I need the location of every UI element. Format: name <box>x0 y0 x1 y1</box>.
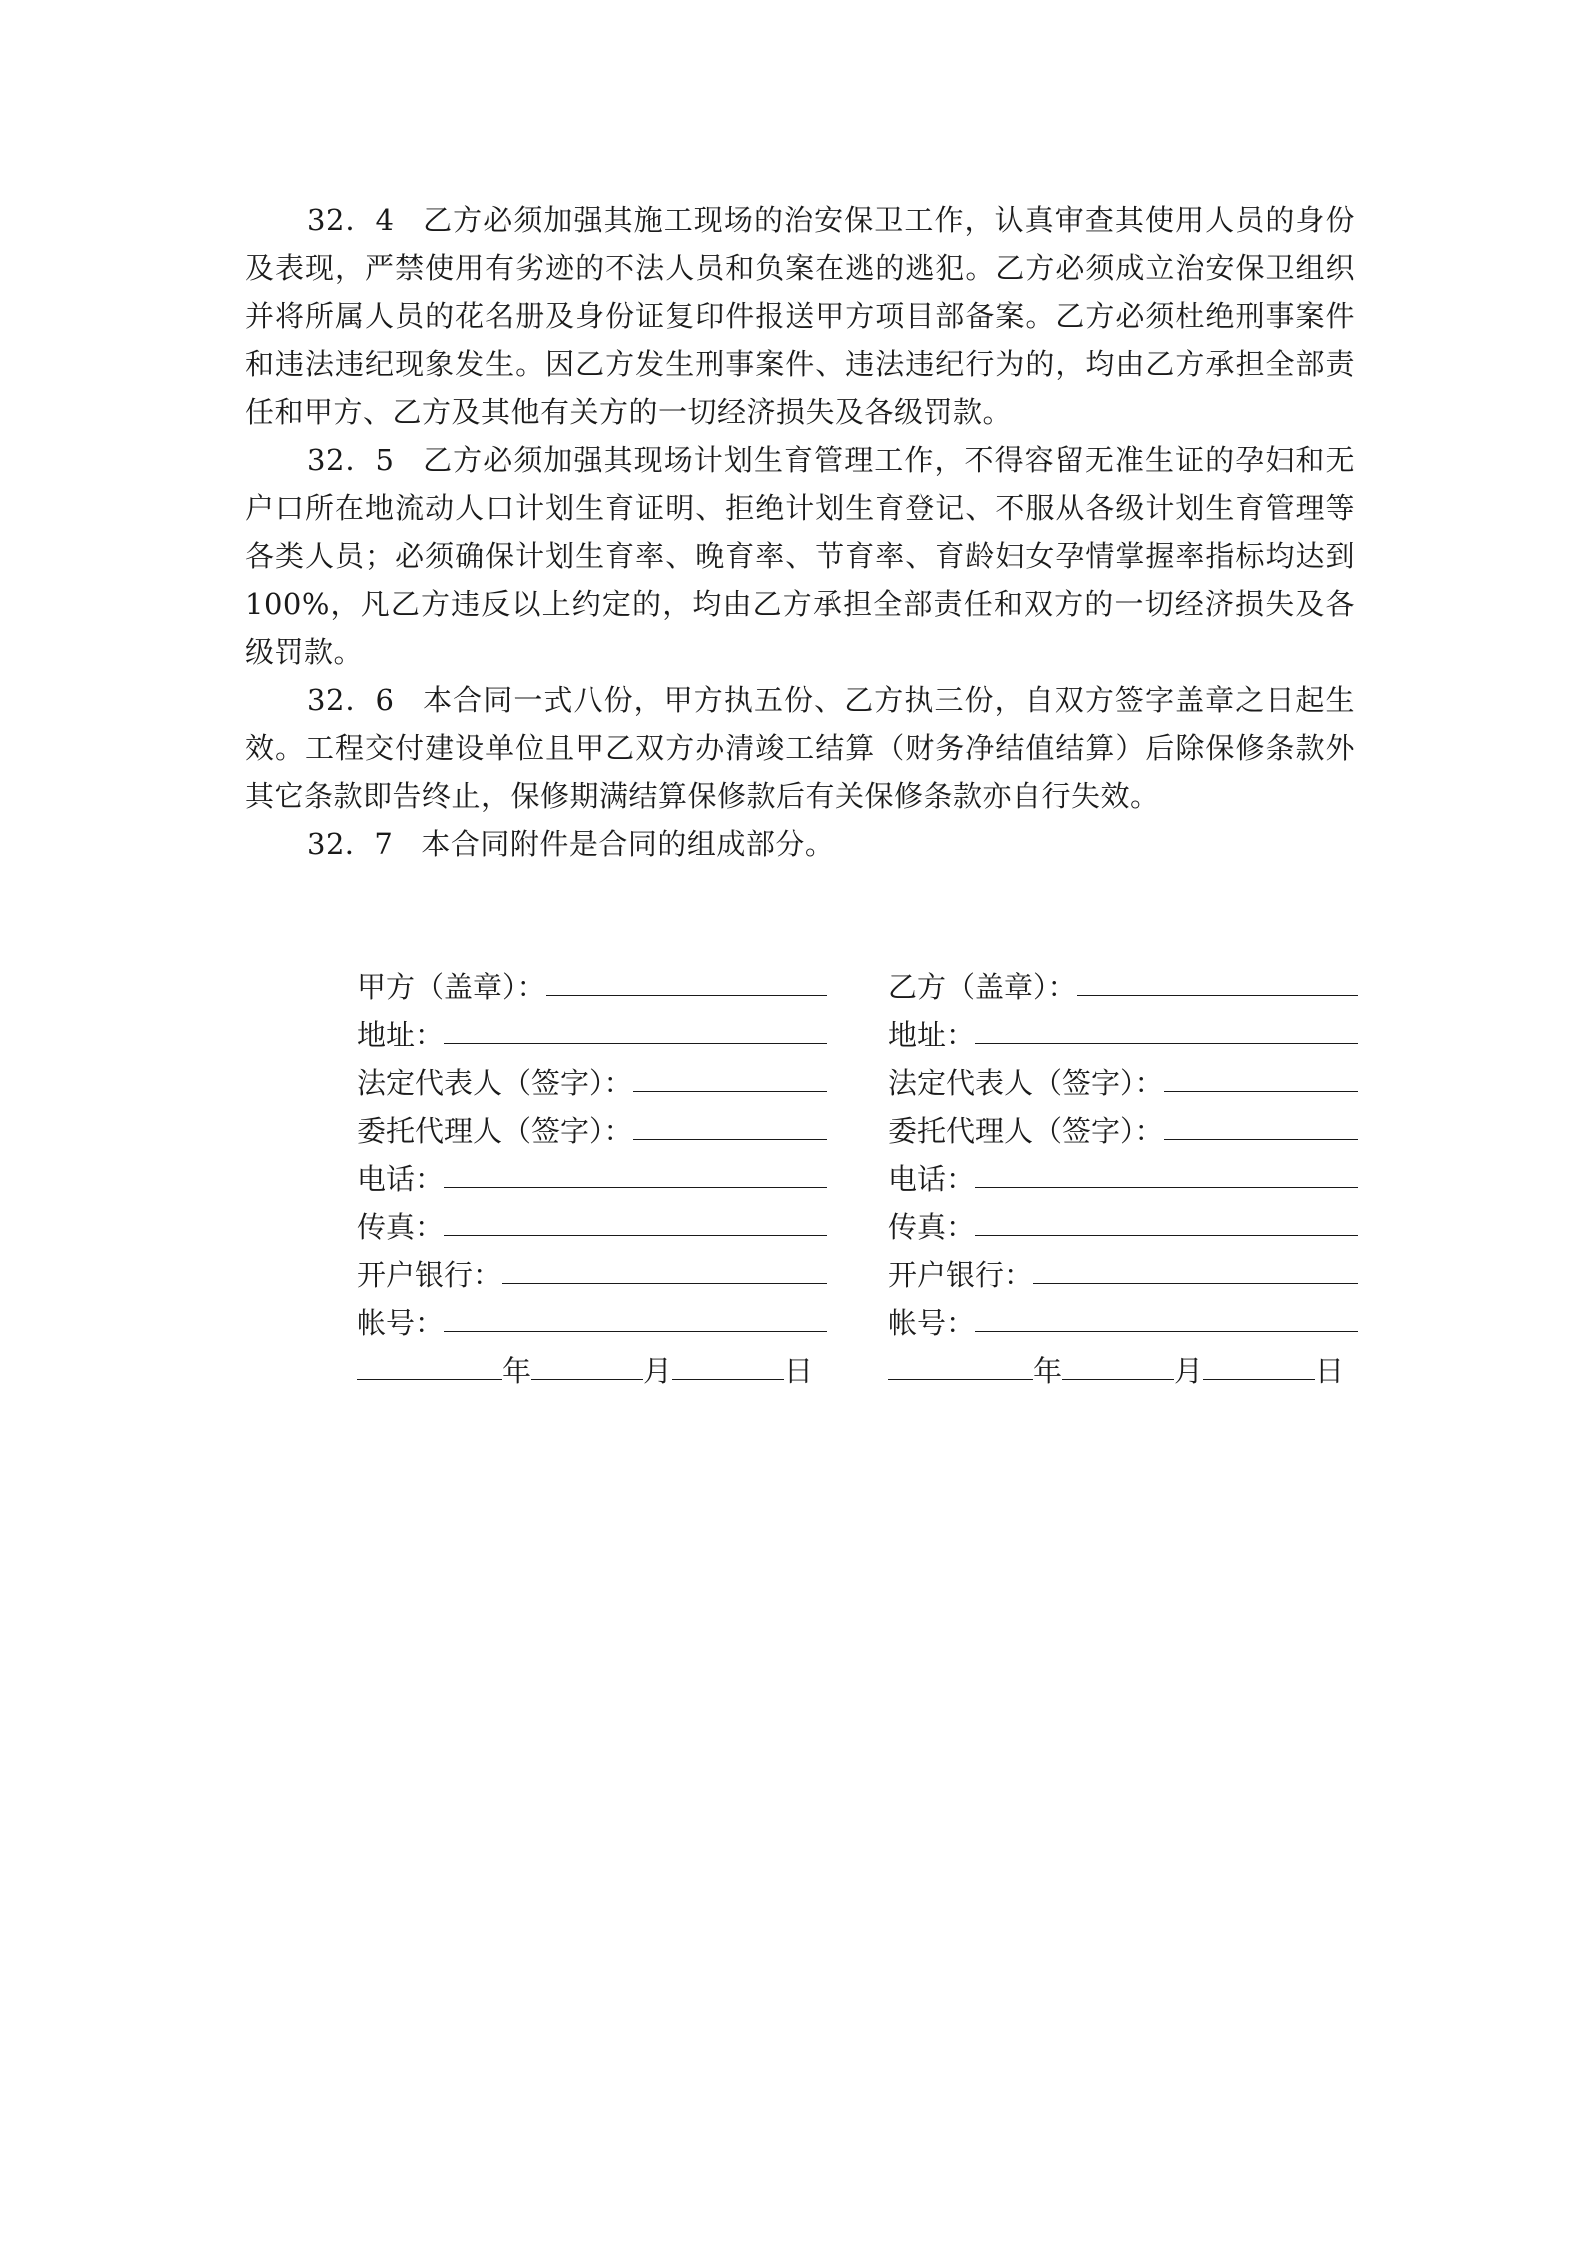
contract-clauses <box>245 196 1355 868</box>
party-a-seal-field[interactable] <box>546 995 827 996</box>
clause-number: 32．5 <box>307 443 395 477</box>
party-b-account-row <box>888 1294 1358 1342</box>
party-a-phone-field[interactable] <box>444 1187 827 1188</box>
party-a-signature-block <box>357 958 827 1390</box>
party-b-phone-field[interactable] <box>975 1187 1358 1188</box>
clause-number: 32．4 <box>307 203 395 237</box>
party-b-agent-label: 委托代理人（签字）： <box>888 1114 1164 1148</box>
clause-32-4 <box>245 196 1355 436</box>
clause-number: 32．7 <box>307 827 394 861</box>
party-a-fax-row <box>357 1198 827 1246</box>
party-b-agent-row <box>888 1102 1358 1150</box>
party-b-seal-label: 乙方（盖章）： <box>888 970 1077 1004</box>
party-a-fax-field[interactable] <box>444 1235 827 1236</box>
party-a-address-field[interactable] <box>444 1043 827 1044</box>
party-b-fax-row <box>888 1198 1358 1246</box>
party-b-legal-rep-field[interactable] <box>1164 1091 1358 1092</box>
party-a-phone-label: 电话： <box>357 1162 445 1196</box>
party-b-month-label: 月 <box>1174 1354 1204 1388</box>
party-a-bank-row <box>357 1246 827 1294</box>
party-b-day-label: 日 <box>1315 1354 1345 1388</box>
party-b-address-label: 地址： <box>888 1018 976 1052</box>
party-a-date-row <box>357 1342 827 1390</box>
party-a-account-label: 帐号： <box>357 1306 445 1340</box>
clause-32-6 <box>245 676 1355 820</box>
party-b-phone-row <box>888 1150 1358 1198</box>
party-b-address-row <box>888 1006 1358 1054</box>
clause-text: 乙方必须加强其现场计划生育管理工作，不得容留无准生证的孕妇和无户口所在地流动人口计划生育证明、拒绝计划生育登记、不服从各级计划生育管理等各类人员；必须确保计划生育率、晚育率、节育率、育龄妇女孕情掌握率指标均达到100%，凡乙方违反以上约定的，均由乙方承担全部责任和双方的一切经济损失及各级罚款。 <box>245 443 1355 669</box>
clause-32-5 <box>245 436 1355 676</box>
clause-text: 本合同附件是合同的组成部分。 <box>421 827 835 861</box>
party-b-phone-label: 电话： <box>888 1162 976 1196</box>
party-b-year-field[interactable] <box>888 1379 1033 1380</box>
party-a-year-label: 年 <box>502 1354 532 1388</box>
party-a-year-field[interactable] <box>357 1379 502 1380</box>
party-a-seal-label: 甲方（盖章）： <box>357 970 546 1004</box>
party-b-fax-field[interactable] <box>975 1235 1358 1236</box>
party-a-month-label: 月 <box>643 1354 673 1388</box>
party-a-seal-row <box>357 958 827 1006</box>
party-b-seal-row <box>888 958 1358 1006</box>
party-b-bank-field[interactable] <box>1033 1283 1358 1284</box>
party-b-month-field[interactable] <box>1062 1379 1174 1380</box>
party-a-agent-row <box>357 1102 827 1150</box>
clause-text: 本合同一式八份，甲方执五份、乙方执三份，自双方签字盖章之日起生效。工程交付建设单位且甲乙双方办清竣工结算（财务净结值结算）后除保修条款外其它条款即告终止，保修期满结算保修款后有关保修条款亦自行失效。 <box>245 683 1355 813</box>
party-b-signature-block <box>888 958 1358 1390</box>
party-a-legal-rep-row <box>357 1054 827 1102</box>
party-b-date-row <box>888 1342 1358 1390</box>
party-b-legal-rep-row <box>888 1054 1358 1102</box>
party-b-bank-row <box>888 1246 1358 1294</box>
party-a-day-label: 日 <box>784 1354 814 1388</box>
party-a-agent-label: 委托代理人（签字）： <box>357 1114 633 1148</box>
clause-number: 32．6 <box>307 683 395 717</box>
party-a-fax-label: 传真： <box>357 1210 445 1244</box>
party-a-bank-field[interactable] <box>502 1283 827 1284</box>
clause-32-7 <box>245 820 1355 868</box>
party-a-day-field[interactable] <box>672 1379 784 1380</box>
party-a-month-field[interactable] <box>531 1379 643 1380</box>
party-b-legal-rep-label: 法定代表人（签字）： <box>888 1066 1164 1100</box>
party-a-agent-field[interactable] <box>633 1139 827 1140</box>
clause-text: 乙方必须加强其施工现场的治安保卫工作，认真审查其使用人员的身份及表现，严禁使用有劣迹的不法人员和负案在逃的逃犯。乙方必须成立治安保卫组织并将所属人员的花名册及身份证复印件报送甲方项目部备案。乙方必须杜绝刑事案件和违法违纪现象发生。因乙方发生刑事案件、违法违纪行为的，均由乙方承担全部责任和甲方、乙方及其他有关方的一切经济损失及各级罚款。 <box>245 203 1355 429</box>
party-a-bank-label: 开户银行： <box>357 1258 503 1292</box>
party-a-account-row <box>357 1294 827 1342</box>
party-b-year-label: 年 <box>1033 1354 1063 1388</box>
party-b-account-label: 帐号： <box>888 1306 976 1340</box>
party-b-address-field[interactable] <box>975 1043 1358 1044</box>
party-b-seal-field[interactable] <box>1077 995 1358 996</box>
party-b-account-field[interactable] <box>975 1331 1358 1332</box>
party-b-bank-label: 开户银行： <box>888 1258 1034 1292</box>
party-a-phone-row <box>357 1150 827 1198</box>
party-b-day-field[interactable] <box>1203 1379 1315 1380</box>
party-a-account-field[interactable] <box>444 1331 827 1332</box>
party-a-legal-rep-label: 法定代表人（签字）： <box>357 1066 633 1100</box>
party-a-address-row <box>357 1006 827 1054</box>
party-a-legal-rep-field[interactable] <box>633 1091 827 1092</box>
party-b-fax-label: 传真： <box>888 1210 976 1244</box>
party-b-agent-field[interactable] <box>1164 1139 1358 1140</box>
party-a-address-label: 地址： <box>357 1018 445 1052</box>
